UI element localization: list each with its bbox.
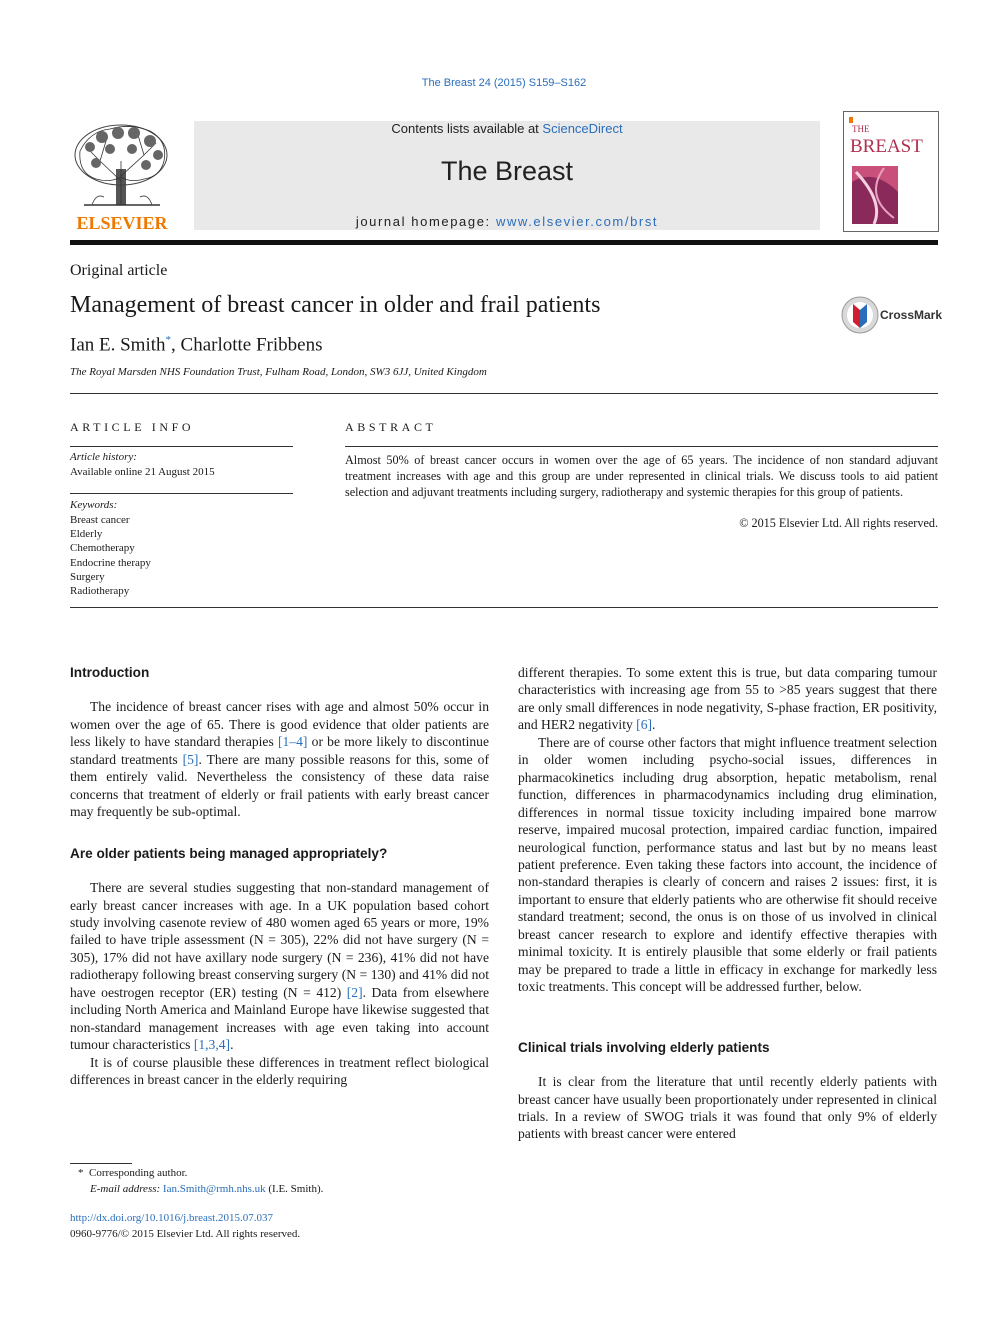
body-column-left	[70, 664, 489, 1089]
journal-banner	[194, 121, 820, 230]
author-name: Ian E. Smith	[70, 334, 166, 356]
reference-link[interactable]: [1–4]	[277, 734, 308, 750]
body-column-right	[518, 664, 937, 1143]
abstract-copyright: © 2015 Elsevier Ltd. All rights reserved.	[739, 516, 938, 530]
corresponding-author-mark[interactable]: *	[165, 334, 172, 346]
section-heading: Clinical trials involving elderly patients	[518, 1039, 770, 1055]
keyword: Radiotherapy	[70, 585, 130, 598]
keyword: Endocrine therapy	[70, 556, 151, 569]
body-paragraph: It is clear from the literature that until recently elderly patients with breast cancer have usually been proportionately under represented in clinical trials. In a review of SWOG trials it was found that only 9% of elderly patients with breast cancer were entered	[518, 1074, 937, 1142]
affiliation: The Royal Marsden NHS Foundation Trust, Fulham Road, London, SW3 6JJ, United Kingdom	[70, 366, 487, 378]
keyword: Chemotherapy	[70, 542, 135, 555]
body-paragraph	[70, 879, 489, 1054]
abstract-text: Almost 50% of breast cancer occurs in women over the age of 65 years. The incidence of non standard adjuvant treatment increases with age and this group are under represented in clinical trials. We discuss tools to aid patient selection and adjuvant treatments including surgery, radiotherapy and systemic therapies for this group of patients.	[345, 453, 938, 499]
title-rule	[70, 393, 938, 394]
doi-link[interactable]: http://dx.doi.org/10.1016/j.breast.2015.07.037	[70, 1212, 273, 1224]
body-paragraph: It is of course plausible these differences in treatment reflect biological differences in breast cancer in the elderly requiring	[70, 1054, 489, 1088]
footnote-email	[78, 1182, 323, 1198]
footnote-text: Corresponding author.	[89, 1167, 188, 1179]
crossmark-label: CrossMark	[880, 308, 943, 322]
body-paragraph	[518, 664, 937, 734]
info-rule	[70, 493, 293, 494]
text-run: . There are many possible reasons for this, some of them entirely valid. Nevertheless the consistency of these data raise concerns that treatment of elderly or frail patients with early breast cancer may frequently be sub-optimal.	[70, 751, 490, 820]
text-run: or be more likely to discontinue standard treatments	[70, 734, 489, 767]
info-rule	[70, 446, 293, 447]
footnote-rule	[70, 1163, 132, 1164]
svg-text:THE: THE	[852, 124, 870, 134]
section-heading: Are older patients being managed appropriately?	[70, 845, 388, 861]
journal-cover-thumbnail[interactable]	[843, 111, 939, 232]
section-heading: Introduction	[70, 665, 150, 680]
keyword: Elderly	[70, 528, 103, 541]
text-run: The incidence of breast cancer rises with age and almost 50% occur in women over the age of 65. There is good evidence that older patients are less likely to have standard therapies	[70, 699, 489, 750]
keyword: Breast cancer	[70, 514, 130, 526]
author-list	[70, 334, 322, 356]
header-rule	[70, 240, 938, 245]
text-run: different therapies. To some extent this is true, but data comparing tumour characteristics with increasing age from 55 to >85 years suggest that there are only small differences in node negativity, S-phase fraction, ER positivity, and HER2 negativity	[518, 665, 937, 733]
reference-link[interactable]: [2]	[346, 984, 363, 1000]
sciencedirect-link[interactable]: ScienceDirect	[542, 121, 623, 136]
email-suffix: (I.E. Smith).	[265, 1182, 324, 1195]
footnote-mark: *	[78, 1167, 84, 1179]
contents-prefix: Contents lists available at	[391, 121, 543, 136]
reference-link[interactable]: [6]	[636, 717, 653, 733]
text-run: There are several studies suggesting that non-standard management of early breast cancer increases with age. In a UK population based cohort study involving casenote review of 480 women aged 65 years or more, 19% failed to have triple assessment (N = 305), 22% did not have surgery (N = 305), 17% did not have axillary node surgery (N = 236), 41% did not have radiotherapy following breast conserving surgery (N = 130) and 41% did not have oestrogen receptor (ER) testing (N = 412)	[70, 880, 489, 1000]
reference-link[interactable]: [5]	[182, 751, 199, 767]
text-run: .	[230, 1037, 234, 1053]
homepage-line	[194, 214, 820, 229]
keyword: Surgery	[70, 570, 105, 583]
abstract-end-rule	[70, 607, 938, 608]
text-run: . Data from elsewhere including North America and Mainland Europe have likewise suggested that non-standard management increases with age even taking into account tumour characteristics	[70, 984, 489, 1053]
elsevier-tree-icon	[70, 121, 174, 213]
history-label: Article history:	[70, 451, 137, 463]
footnote	[78, 1166, 323, 1197]
journal-citation[interactable]: The Breast 24 (2015) S159–S162	[421, 77, 587, 89]
keywords-list	[70, 513, 151, 598]
doi-block	[70, 1211, 300, 1242]
author-separator: ,	[171, 334, 181, 356]
abstract-heading: ABSTRACT	[345, 420, 437, 434]
cover-title: BREAST	[850, 136, 923, 157]
author-name: Charlotte Fribbens	[180, 334, 323, 356]
homepage-prefix: journal homepage:	[355, 214, 496, 229]
body-paragraph	[70, 698, 489, 820]
body-paragraph: There are of course other factors that might influence treatment selection in older women including psycho-social issues, differences in pharmacokinetics including drug absorption, hepatic metabolism, renal function, differences in pharmacodynamics including drug elimination, differences in normal tissue toxicity including impaired bone marrow reserve, impaired mucosal protection, impaired cardiac function, impaired neurological function, performance status and last but by no means least patient preference. Even taking these factors into account, the incidence of non-standard therapies is clearly of concern and raises 2 issues: first, it is important to ensure that elderly patients who are otherwise fit should receive standard treatment; second, the onus is on those of us involved in clinical breast cancer research to explore and identify effective therapies with minimal toxicity. It is entirely plausible that some elderly or frail patients may be prepared to trade a little in efficacy in exchange for markedly less toxic treatments. This concept will be addressed further, below.	[518, 734, 937, 995]
history-value: Available online 21 August 2015	[70, 466, 215, 478]
article-info-heading: ARTICLE INFO	[70, 420, 195, 434]
text-run: .	[652, 717, 656, 733]
crossmark-icon	[841, 296, 881, 336]
journal-name: The Breast	[440, 156, 574, 186]
elsevier-wordmark: ELSEVIER	[76, 213, 168, 233]
issn-copyright: 0960-9776/© 2015 Elsevier Ltd. All rights reserved.	[70, 1227, 301, 1240]
cover-art-icon	[844, 112, 938, 231]
elsevier-logo	[70, 121, 174, 233]
contents-line	[194, 121, 820, 136]
abstract-rule	[345, 446, 938, 447]
article-type: Original article	[70, 262, 168, 279]
email-link[interactable]: Ian.Smith@rmh.nhs.uk	[162, 1182, 266, 1195]
email-label: E-mail address:	[90, 1182, 161, 1195]
reference-link[interactable]: [1,3,4]	[193, 1037, 231, 1053]
article-title: Management of breast cancer in older and frail patients	[70, 292, 601, 318]
homepage-link[interactable]: www.elsevier.com/brst	[495, 214, 659, 229]
keywords-label: Keywords:	[70, 499, 118, 511]
footnote-corresponding	[78, 1166, 323, 1182]
crossmark-badge[interactable]	[841, 296, 941, 336]
